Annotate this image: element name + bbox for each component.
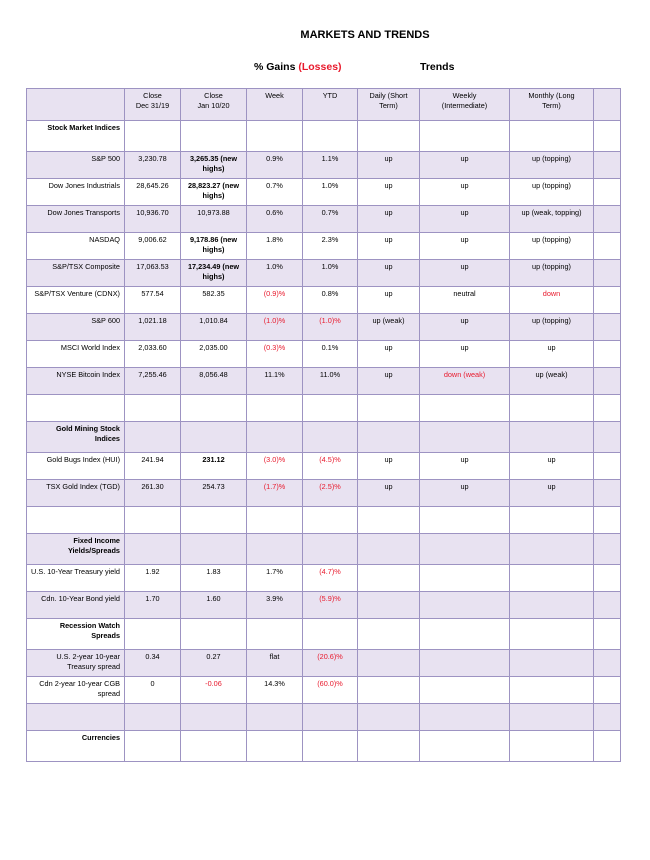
table-row [27,179,621,206]
row-name: TSX Gold Index (TGD) [27,480,125,507]
row-name: Dow Jones Transports [27,206,125,233]
week-cell: (1.7)% [247,480,303,507]
monthly-trend-cell: up (topping) [510,152,594,179]
empty-cell [594,592,621,619]
monthly-trend-cell: up (weak) [510,368,594,395]
empty-cell [358,121,420,152]
empty-cell [594,480,621,507]
empty-cell [181,534,247,565]
empty-cell [594,368,621,395]
empty-cell [125,704,181,731]
close-dec31-cell: 577.54 [125,287,181,314]
daily-trend-cell: up [358,233,420,260]
table-row [27,314,621,341]
row-name: Cdn. 10-Year Bond yield [27,592,125,619]
ytd-cell: 1.0% [303,260,358,287]
ytd-cell: 0.1% [303,341,358,368]
empty-cell [27,395,125,422]
section-label: Gold Mining Stock Indices [27,422,125,453]
empty-cell [181,121,247,152]
week-cell: 1.7% [247,565,303,592]
empty-cell [420,422,510,453]
table-body [27,89,621,762]
weekly-trend-cell [420,565,510,592]
table-row [27,287,621,314]
monthly-trend-cell: up (topping) [510,260,594,287]
close-jan10-cell: 1.83 [181,565,247,592]
empty-cell [594,677,621,704]
row-name: S&P/TSX Venture (CDNX) [27,287,125,314]
ytd-cell: (20.6)% [303,650,358,677]
row-name: Cdn 2-year 10-year CGB spread [27,677,125,704]
ytd-cell: 1.0% [303,179,358,206]
daily-trend-cell: up [358,287,420,314]
ytd-cell: (5.9)% [303,592,358,619]
empty-cell [181,507,247,534]
table-row [27,152,621,179]
close-dec31-cell: 261.30 [125,480,181,507]
monthly-trend-cell: up [510,453,594,480]
close-dec31-cell: 241.94 [125,453,181,480]
empty-cell [510,422,594,453]
empty-cell [594,395,621,422]
monthly-trend-cell: up (weak, topping) [510,206,594,233]
daily-trend-cell: up [358,152,420,179]
daily-trend-cell: up [358,480,420,507]
close-jan10-cell: 9,178.86 (new highs) [181,233,247,260]
empty-cell [420,704,510,731]
week-cell: flat [247,650,303,677]
week-cell: (0.9)% [247,287,303,314]
empty-cell [594,565,621,592]
weekly-trend-cell: up [420,453,510,480]
section-label: Recession Watch Spreads [27,619,125,650]
row-name: U.S. 2-year 10-year Treasury spread [27,650,125,677]
daily-trend-cell: up (weak) [358,314,420,341]
empty-cell [594,152,621,179]
empty-cell [594,453,621,480]
empty-cell [510,704,594,731]
empty-cell [303,731,358,762]
trends-header: Trends [420,61,455,73]
monthly-trend-cell: up [510,480,594,507]
empty-cell [594,704,621,731]
table-row [27,206,621,233]
empty-cell [181,395,247,422]
weekly-trend-cell: down (weak) [420,368,510,395]
empty-cell [594,534,621,565]
daily-trend-cell: up [358,368,420,395]
empty-cell [125,619,181,650]
table-row [27,368,621,395]
empty-cell [27,507,125,534]
empty-cell [594,731,621,762]
empty-cell [594,206,621,233]
close-dec31-cell: 3,230.78 [125,152,181,179]
close-jan10-cell: 28,823.27 (new highs) [181,179,247,206]
empty-cell [125,422,181,453]
section-row [27,534,621,565]
empty-cell [125,731,181,762]
empty-cell [510,121,594,152]
empty-cell [247,704,303,731]
ytd-cell: 2.3% [303,233,358,260]
ytd-cell: 11.0% [303,368,358,395]
empty-cell [420,395,510,422]
empty-cell [510,619,594,650]
ytd-cell: 0.8% [303,287,358,314]
header-daily: Daily (Short Term) [358,89,420,121]
week-cell: (1.0)% [247,314,303,341]
close-jan10-cell: 3,265.35 (new highs) [181,152,247,179]
monthly-trend-cell: up (topping) [510,314,594,341]
daily-trend-cell: up [358,206,420,233]
table-row [27,592,621,619]
week-cell: (0.3)% [247,341,303,368]
header-close-jan10: Close Jan 10/20 [181,89,247,121]
monthly-trend-cell [510,592,594,619]
table-row [27,650,621,677]
daily-trend-cell [358,650,420,677]
close-dec31-cell: 2,033.60 [125,341,181,368]
week-cell: 3.9% [247,592,303,619]
row-name: NYSE Bitcoin Index [27,368,125,395]
weekly-trend-cell: up [420,314,510,341]
empty-cell [594,314,621,341]
close-dec31-cell: 28,645.26 [125,179,181,206]
gains-header [254,61,342,73]
close-jan10-cell: 1.60 [181,592,247,619]
blank-row [27,704,621,731]
empty-cell [510,507,594,534]
close-jan10-cell: 582.35 [181,287,247,314]
blank-row [27,507,621,534]
monthly-trend-cell: up [510,341,594,368]
week-cell: 0.9% [247,152,303,179]
empty-cell [247,507,303,534]
monthly-trend-cell [510,650,594,677]
empty-cell [181,731,247,762]
week-cell: 1.8% [247,233,303,260]
empty-cell [420,731,510,762]
header-ytd: YTD [303,89,358,121]
close-jan10-cell: 8,056.48 [181,368,247,395]
close-dec31-cell: 7,255.46 [125,368,181,395]
header-empty [27,89,125,121]
empty-cell [420,507,510,534]
empty-cell [247,121,303,152]
close-jan10-cell: 17,234.49 (new highs) [181,260,247,287]
page-title: MARKETS AND TRENDS [300,29,430,41]
markets-table [26,88,621,762]
section-row [27,619,621,650]
row-name: S&P/TSX Composite [27,260,125,287]
weekly-trend-cell [420,650,510,677]
section-label: Stock Market Indices [27,121,125,152]
daily-trend-cell: up [358,453,420,480]
ytd-cell: (4.7)% [303,565,358,592]
empty-cell [358,534,420,565]
empty-cell [510,395,594,422]
empty-cell [594,179,621,206]
header-row [27,89,621,121]
empty-cell [420,121,510,152]
ytd-cell: 0.7% [303,206,358,233]
ytd-cell: (2.5)% [303,480,358,507]
close-dec31-cell: 1.70 [125,592,181,619]
weekly-trend-cell: up [420,179,510,206]
empty-cell [125,121,181,152]
daily-trend-cell [358,565,420,592]
empty-cell [247,395,303,422]
close-jan10-cell: 1,010.84 [181,314,247,341]
daily-trend-cell [358,677,420,704]
ytd-cell: 1.1% [303,152,358,179]
empty-cell [247,534,303,565]
week-cell: 1.0% [247,260,303,287]
weekly-trend-cell [420,677,510,704]
daily-trend-cell [358,592,420,619]
empty-cell [358,422,420,453]
row-name: MSCI World Index [27,341,125,368]
weekly-trend-cell: up [420,206,510,233]
empty-cell [303,534,358,565]
close-dec31-cell: 17,063.53 [125,260,181,287]
empty-cell [181,704,247,731]
row-name: NASDAQ [27,233,125,260]
empty-cell [247,422,303,453]
empty-cell [510,534,594,565]
empty-cell [594,121,621,152]
monthly-trend-cell: up (topping) [510,179,594,206]
empty-cell [358,395,420,422]
empty-cell [594,260,621,287]
empty-cell [594,422,621,453]
empty-cell [594,650,621,677]
week-cell: (3.0)% [247,453,303,480]
empty-cell [303,121,358,152]
empty-cell [125,395,181,422]
empty-cell [594,287,621,314]
row-name: S&P 500 [27,152,125,179]
section-label: Currencies [27,731,125,762]
week-cell: 11.1% [247,368,303,395]
section-row [27,731,621,762]
table-row [27,260,621,287]
close-jan10-cell: 2,035.00 [181,341,247,368]
empty-cell [594,619,621,650]
close-jan10-cell: 0.27 [181,650,247,677]
table-row [27,480,621,507]
empty-cell [510,731,594,762]
section-row [27,422,621,453]
ytd-cell: (60.0)% [303,677,358,704]
empty-cell [358,619,420,650]
close-jan10-cell: 231.12 [181,453,247,480]
monthly-trend-cell: up (topping) [510,233,594,260]
empty-cell [303,395,358,422]
daily-trend-cell: up [358,260,420,287]
row-name: S&P 600 [27,314,125,341]
weekly-trend-cell: up [420,341,510,368]
week-cell: 14.3% [247,677,303,704]
monthly-trend-cell: down [510,287,594,314]
ytd-cell: (4.5)% [303,453,358,480]
empty-cell [247,619,303,650]
monthly-trend-cell [510,565,594,592]
monthly-trend-cell [510,677,594,704]
close-dec31-cell: 9,006.62 [125,233,181,260]
empty-cell [420,534,510,565]
empty-cell [594,233,621,260]
close-jan10-cell: -0.06 [181,677,247,704]
empty-cell [594,341,621,368]
close-jan10-cell: 254.73 [181,480,247,507]
weekly-trend-cell: up [420,233,510,260]
empty-cell [303,704,358,731]
row-name: U.S. 10-Year Treasury yield [27,565,125,592]
weekly-trend-cell: neutral [420,287,510,314]
empty-cell [303,422,358,453]
weekly-trend-cell: up [420,260,510,287]
daily-trend-cell: up [358,179,420,206]
table-row [27,233,621,260]
close-jan10-cell: 10,973.88 [181,206,247,233]
header-close-dec31: Close Dec 31/19 [125,89,181,121]
empty-cell [420,619,510,650]
daily-trend-cell: up [358,341,420,368]
empty-cell [181,422,247,453]
empty-cell [125,534,181,565]
empty-cell [27,704,125,731]
close-dec31-cell: 1,021.18 [125,314,181,341]
table-row [27,453,621,480]
weekly-trend-cell [420,592,510,619]
header-weekly: Weekly (Intermediate) [420,89,510,121]
table-row [27,565,621,592]
blank-row [27,395,621,422]
close-dec31-cell: 10,936.70 [125,206,181,233]
empty-cell [358,704,420,731]
empty-cell [303,507,358,534]
header-week: Week [247,89,303,121]
week-cell: 0.6% [247,206,303,233]
row-name: Gold Bugs Index (HUI) [27,453,125,480]
losses-label: (Losses) [298,61,342,73]
header-extra [594,89,621,121]
empty-cell [247,731,303,762]
gains-label: % Gains [254,61,296,73]
row-name: Dow Jones Industrials [27,179,125,206]
weekly-trend-cell: up [420,480,510,507]
section-label: Fixed Income Yields/Spreads [27,534,125,565]
empty-cell [181,619,247,650]
close-dec31-cell: 0 [125,677,181,704]
empty-cell [125,507,181,534]
ytd-cell: (1.0)% [303,314,358,341]
weekly-trend-cell: up [420,152,510,179]
empty-cell [303,619,358,650]
close-dec31-cell: 0.34 [125,650,181,677]
empty-cell [594,507,621,534]
week-cell: 0.7% [247,179,303,206]
header-monthly: Monthly (Long Term) [510,89,594,121]
close-dec31-cell: 1.92 [125,565,181,592]
empty-cell [358,507,420,534]
empty-cell [358,731,420,762]
table-row [27,677,621,704]
table-row [27,341,621,368]
section-row [27,121,621,152]
